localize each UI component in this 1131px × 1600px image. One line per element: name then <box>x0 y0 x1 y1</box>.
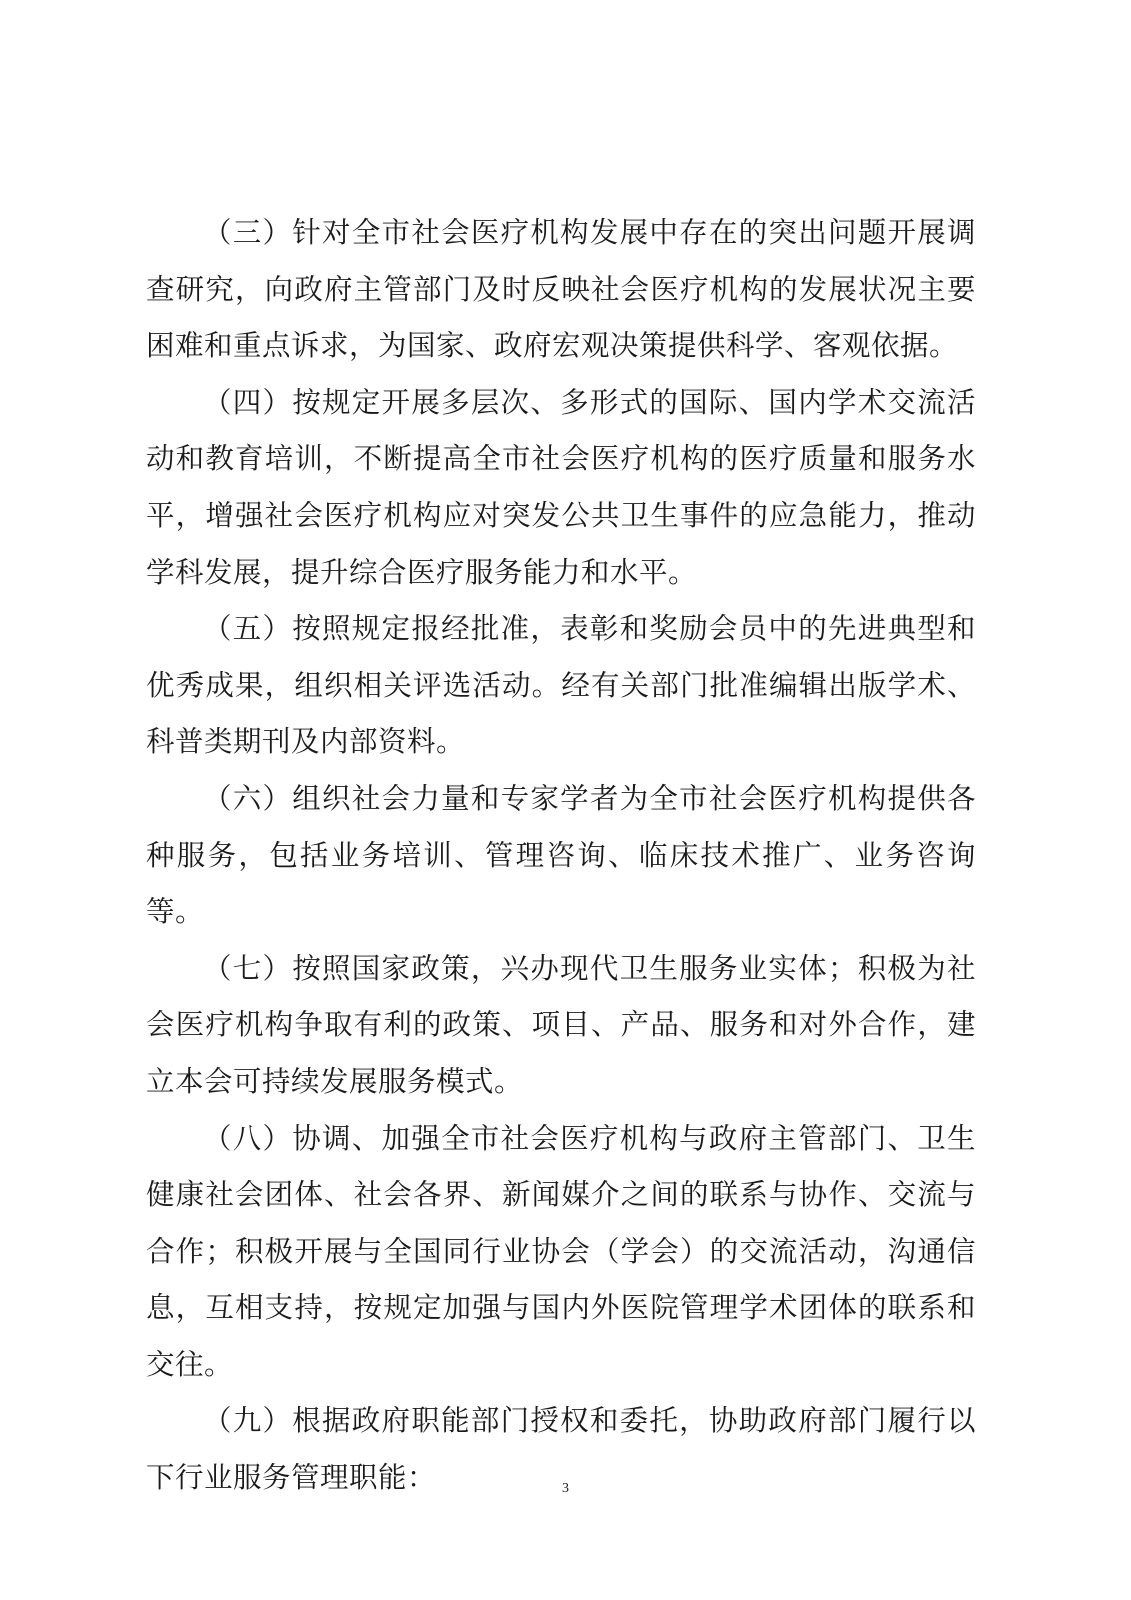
paragraph-5: （五）按照规定报经批准，表彰和奖励会员中的先进典型和优秀成果，组织相关评选活动。经有关部门批准编辑出版学术、科普类期刊及内部资料。 <box>146 612 976 759</box>
paragraph-4: （四）按规定开展多层次、多形式的国际、国内学术交流活动和教育培训，不断提高全市社会医疗机构的医疗质量和服务水平，增强社会医疗机构应对突发公共卫生事件的应急能力，推动学科发展，提升综合医疗服务能力和水平。 <box>146 385 976 589</box>
paragraph-9: （九）根据政府职能部门授权和委托，协助政府部门履行以下行业服务管理职能： <box>146 1404 976 1495</box>
paragraph-8: （八）协调、加强全市社会医疗机构与政府主管部门、卫生健康社会团体、社会各界、新闻媒介之间的联系与协作、交流与合作；积极开展与全国同行业协会（学会）的交流活动，沟通信息，互相支持，按规定加强与国内外医院管理学术团体的联系和交往。 <box>146 1121 976 1381</box>
paragraph-3: （三）针对全市社会医疗机构发展中存在的突出问题开展调查研究，向政府主管部门及时反映社会医疗机构的发展状况主要困难和重点诉求，为国家、政府宏观决策提供科学、客观依据。 <box>146 216 976 363</box>
paragraph-7: （七）按照国家政策，兴办现代卫生服务业实体；积极为社会医疗机构争取有利的政策、项目、产品、服务和对外合作，建立本会可持续发展服务模式。 <box>146 951 976 1098</box>
paragraph-6: （六）组织社会力量和专家学者为全市社会医疗机构提供各种服务，包括业务培训、管理咨询、临床技术推广、业务咨询等。 <box>146 781 976 929</box>
document-body <box>146 205 976 1507</box>
page-number: 3 <box>562 1481 569 1496</box>
